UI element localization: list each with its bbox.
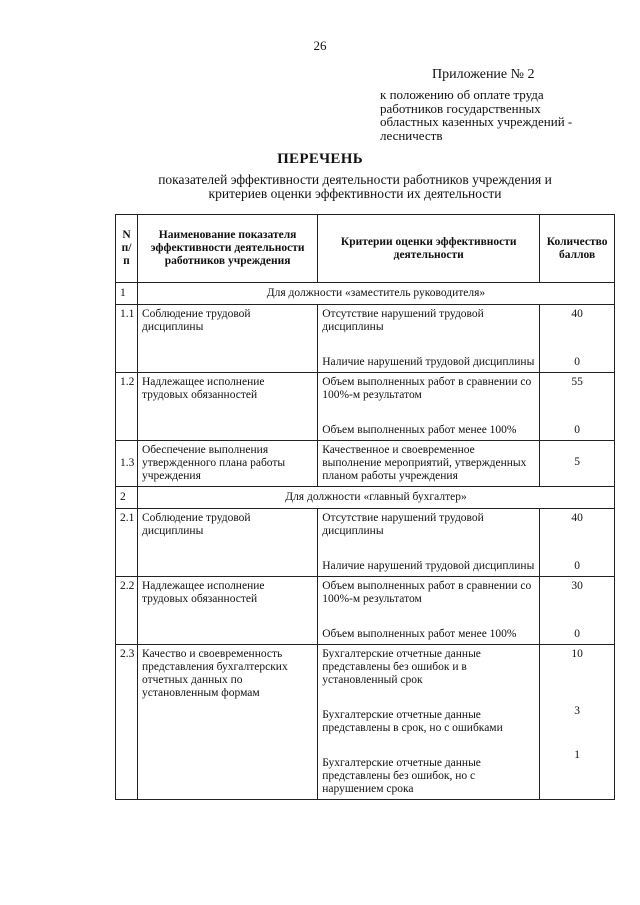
points-cell — [540, 645, 615, 800]
appendix-subtitle-line: областных казенных учреждений - — [380, 114, 573, 129]
page-number: 26 — [313, 38, 327, 53]
row-number: 1.3 — [116, 441, 138, 487]
section-label: Для должности «заместитель руководителя» — [137, 283, 614, 305]
row-number: 1.1 — [116, 305, 138, 373]
points-value: 3 — [574, 705, 580, 717]
criteria-cell — [318, 645, 540, 800]
section-number: 2 — [116, 487, 138, 509]
table-row — [116, 305, 615, 373]
criteria-cell — [318, 509, 540, 577]
section-label: Для должности «главный бухгалтер» — [137, 487, 614, 509]
indicators-table — [115, 214, 615, 800]
appendix-subtitle — [380, 88, 620, 142]
points-value: 55 — [571, 376, 583, 388]
criteria-cell — [318, 441, 540, 487]
criterion: Бухгалтерские отчетные данные представлены без ошибок и в установленный срок — [322, 648, 481, 686]
section-number: 1 — [116, 283, 138, 305]
subheading-line: критериев оценки эффективности их деятельности — [208, 186, 502, 201]
section-row — [116, 487, 615, 509]
criterion: Наличие нарушений трудовой дисциплины — [322, 560, 535, 572]
points-cell — [540, 373, 615, 441]
points-value: 0 — [574, 356, 580, 368]
points-value: 5 — [574, 456, 580, 468]
header-points: Количество баллов — [540, 215, 615, 283]
points-cell — [540, 305, 615, 373]
indicator-name: Соблюдение трудовой дисциплины — [137, 509, 317, 577]
appendix-title: Приложение № 2 — [432, 67, 535, 82]
document-subheading — [120, 173, 590, 201]
points-cell — [540, 509, 615, 577]
points-value: 0 — [574, 560, 580, 572]
row-number: 2.2 — [116, 577, 138, 645]
criteria-cell — [318, 305, 540, 373]
table-row — [116, 373, 615, 441]
criteria-cell — [318, 373, 540, 441]
criterion: Отсутствие нарушений трудовой дисциплины — [322, 308, 484, 333]
indicator-name: Надлежащее исполнение трудовых обязанностей — [137, 577, 317, 645]
appendix-subtitle-line: лесничеств — [380, 127, 443, 143]
criterion: Бухгалтерские отчетные данные представлены без ошибок, но с нарушением срока — [322, 757, 481, 795]
row-number: 1.2 — [116, 373, 138, 441]
subheading-line: показателей эффективности деятельности работников учреждения и — [158, 172, 552, 187]
appendix-subtitle-line: к положению об оплате труда — [380, 87, 544, 102]
indicator-name: Соблюдение трудовой дисциплины — [137, 305, 317, 373]
header-name: Наименование показателя эффективности деятельности работников учреждения — [137, 215, 317, 283]
row-number: 2.3 — [116, 645, 138, 800]
header-criteria: Критерии оценки эффективности деятельности — [318, 215, 540, 283]
criterion: Наличие нарушений трудовой дисциплины — [322, 356, 535, 368]
criterion: Объем выполненных работ менее 100% — [322, 424, 517, 436]
criteria-cell — [318, 577, 540, 645]
criterion: Бухгалтерские отчетные данные представлены в срок, но с ошибками — [322, 709, 503, 734]
points-value: 30 — [571, 580, 583, 592]
points-value: 40 — [571, 512, 583, 524]
criterion: Качественное и своевременное выполнение мероприятий, утвержденных планом работы учреждения — [322, 444, 527, 482]
document-heading: ПЕРЕЧЕНЬ — [277, 151, 363, 167]
table-row — [116, 645, 615, 800]
table-row — [116, 509, 615, 577]
points-value: 1 — [574, 749, 580, 761]
row-number: 2.1 — [116, 509, 138, 577]
criterion: Объем выполненных работ в сравнении со 100%-м результатом — [322, 580, 532, 605]
indicator-name: Надлежащее исполнение трудовых обязанностей — [137, 373, 317, 441]
points-value: 40 — [571, 308, 583, 320]
criterion: Отсутствие нарушений трудовой дисциплины — [322, 512, 484, 537]
points-cell — [540, 577, 615, 645]
section-row — [116, 283, 615, 305]
points-cell — [540, 441, 615, 487]
appendix-subtitle-line: работников государственных — [380, 100, 541, 116]
indicator-name: Обеспечение выполнения утвержденного плана работы учреждения — [137, 441, 317, 487]
criterion: Объем выполненных работ в сравнении со 100%-м результатом — [322, 376, 532, 401]
header-num: N п/п — [116, 215, 138, 283]
points-value: 0 — [574, 628, 580, 640]
table-row — [116, 577, 615, 645]
criterion: Объем выполненных работ менее 100% — [322, 628, 517, 640]
table-row — [116, 441, 615, 487]
points-value: 0 — [574, 424, 580, 436]
indicator-name: Качество и своевременность представления бухгалтерских отчетных данных по установленным формам — [137, 645, 317, 800]
points-value: 10 — [571, 648, 583, 660]
